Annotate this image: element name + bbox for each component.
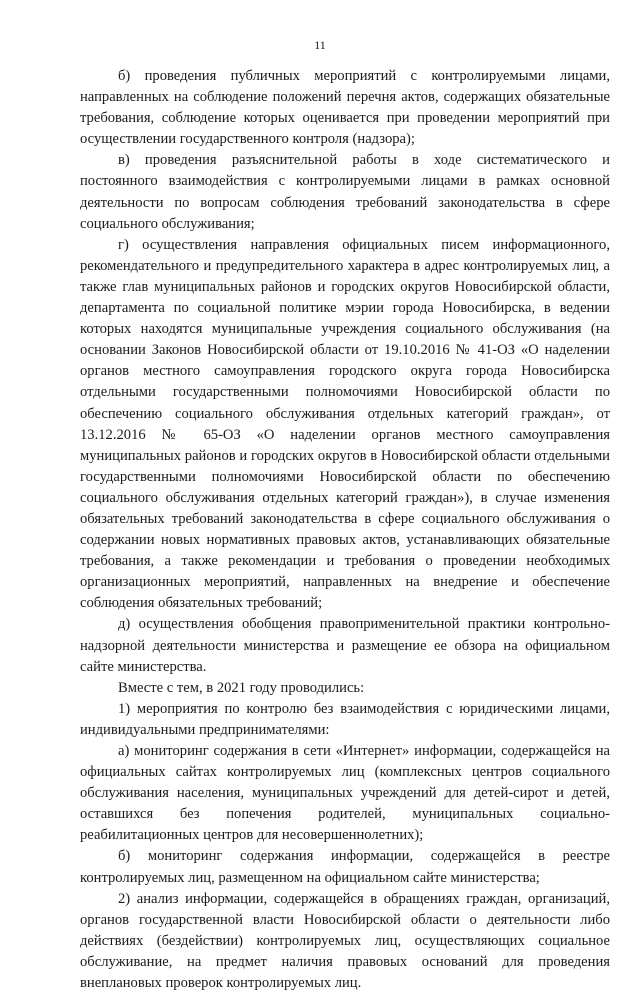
paragraph-in-2021: Вместе с тем, в 2021 году проводились:: [118, 679, 365, 696]
paragraph-v-explanatory-work: в) проведения разъяснительной работы в ходе систематического и постоянного взаимодействия с контролируемыми лицами в рамках основной деятельности по вопросам соблюдения требований законодательства в сфере социального обслуживания;: [80, 152, 610, 232]
paragraph-b-public-events: б) проведения публичных мероприятий с контролируемыми лицами, направленных на соблюдение положений перечня актов, содержащих обязательные требования, соблюдение которых оценивается при проведении мероприятий при осуществлении государственного контроля (надзора);: [80, 68, 610, 148]
paragraph-b-registry-monitoring: б) мониторинг содержания информации, содержащейся в реестре контролируемых лиц, размещенном на официальном сайте министерства;: [80, 848, 610, 886]
paragraph-a-internet-monitoring: а) мониторинг содержания в сети «Интернет» информации, содержащейся на официальных сайтах контролируемых лиц (комплексных центров социального обслуживания населения, муниципальных учреждений для детей-сирот и детей, оставшихся без попечения родителей, муниципальных социально-реабилитационных центров для несовершеннолетних);: [80, 743, 610, 844]
paragraph-2-appeals-analysis: 2) анализ информации, содержащейся в обращениях граждан, организаций, органов государственной власти Новосибирской области о деятельности либо действиях (бездействии) контролируемых лиц, осуществляющих социальное обслуживание, на предмет наличия правовых оснований для проведения внеплановых проверок контролируемых лиц.: [80, 890, 610, 992]
document-body: [80, 66, 610, 994]
paragraph-g-official-letters: г) осуществления направления официальных писем информационного, рекомендательного и предупредительного характера в адрес контролируемых лиц, а также глав муниципальных районов и городских округов Новосибирской области, департамента по социальной политике мэрии города Новосибирска, в ведении которых находятся муниципальные учреждения социального обслуживания (на основании Законов Новосибирской области от 19.10.2016 № 41-ОЗ «О наделении органов местного самоуправления городского округа города Новосибирска отдельными государственными полномочиями Новосибирской области по обеспечению социального обслуживания отдельных категорий граждан», от 13.12.2016 № 65-ОЗ «О наделении органов местного самоуправления муниципальных районов и городских округов в Новосибирской области отдельными государственными полномочиями Новосибирской области по обеспечению социального обслуживания отдельных категорий граждан»), в случае изменения обязательных требований законодательства в сфере социального обслуживания о содержании новых нормативных правовых актов, устанавливающих обязательные требования, а также рекомендации и требования о проведении необходимых организационных мероприятий, направленных на внедрение и обеспечение соблюдения обязательных требований;: [80, 236, 610, 612]
page-number: 11: [314, 38, 326, 52]
paragraph-1-control-measures: 1) мероприятия по контролю без взаимодействия с юридическими лицами, индивидуальными предпринимателями:: [80, 700, 610, 738]
paragraph-d-practice-generalization: д) осуществления обобщения правоприменительной практики контрольно-надзорной деятельности министерства и размещение ее обзора на официальном сайте министерства.: [80, 616, 610, 675]
